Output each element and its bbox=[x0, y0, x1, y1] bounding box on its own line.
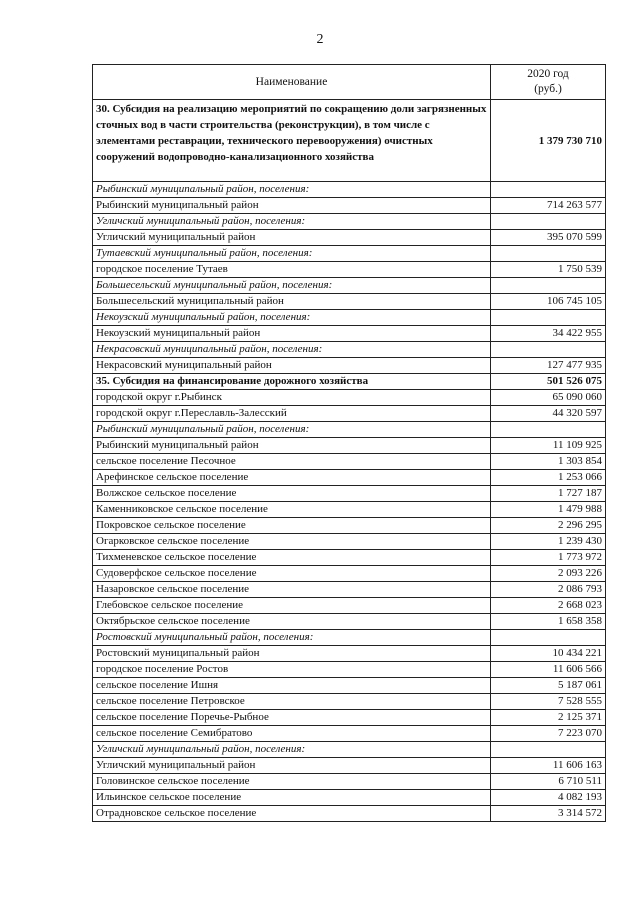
row-name: Глебовское сельское поселение bbox=[93, 598, 491, 614]
subsidy-table-body bbox=[93, 65, 606, 822]
row-name: сельское поселение Песочное bbox=[93, 454, 491, 470]
row-name: Каменниковское сельское поселение bbox=[93, 502, 491, 518]
row-name: Угличский муниципальный район bbox=[93, 758, 491, 774]
table-row bbox=[93, 694, 606, 710]
row-value: 1 253 066 bbox=[491, 470, 606, 486]
row-name: Ильинское сельское поселение bbox=[93, 790, 491, 806]
row-name: Рыбинский муниципальный район, поселения: bbox=[93, 422, 491, 438]
group-header-row bbox=[93, 742, 606, 758]
row-name: Головинское сельское поселение bbox=[93, 774, 491, 790]
table-row bbox=[93, 614, 606, 630]
row-value: 5 187 061 bbox=[491, 678, 606, 694]
row-name: городской округ г.Рыбинск bbox=[93, 390, 491, 406]
row-name: Рыбинский муниципальный район bbox=[93, 438, 491, 454]
table-row bbox=[93, 726, 606, 742]
table-row bbox=[93, 534, 606, 550]
row-name: Угличский муниципальный район, поселения: bbox=[93, 214, 491, 230]
row-value bbox=[491, 342, 606, 358]
row-value: 501 526 075 bbox=[491, 374, 606, 390]
row-name: сельское поселение Петровское bbox=[93, 694, 491, 710]
group-header-row bbox=[93, 342, 606, 358]
group-header-row bbox=[93, 246, 606, 262]
row-value bbox=[491, 214, 606, 230]
row-name: Огарковское сельское поселение bbox=[93, 534, 491, 550]
table-row bbox=[93, 390, 606, 406]
row-name: Отрадновское сельское поселение bbox=[93, 806, 491, 822]
row-name: Ростовский муниципальный район bbox=[93, 646, 491, 662]
section-row bbox=[93, 100, 606, 182]
row-name: Большесельский муниципальный район, поселения: bbox=[93, 278, 491, 294]
table-row bbox=[93, 406, 606, 422]
row-name: городское поселение Тутаев bbox=[93, 262, 491, 278]
row-name: городское поселение Ростов bbox=[93, 662, 491, 678]
row-value: 1 303 854 bbox=[491, 454, 606, 470]
row-value bbox=[491, 246, 606, 262]
row-name: 30. Субсидия на реализацию мероприятий по сокращению доли загрязненных сточных вод в части строительства (реконструкции), в том числе с элементами реставрации, технического перевооружения) очистных сооружений водопроводно-канализационного хозяйства bbox=[93, 100, 491, 182]
row-name: Покровское сельское поселение bbox=[93, 518, 491, 534]
row-name: Большесельский муниципальный район bbox=[93, 294, 491, 310]
row-name: Угличский муниципальный район bbox=[93, 230, 491, 246]
table-row bbox=[93, 262, 606, 278]
row-name: Некоузский муниципальный район bbox=[93, 326, 491, 342]
row-value: 3 314 572 bbox=[491, 806, 606, 822]
table-row bbox=[93, 662, 606, 678]
row-name: Октябрьское сельское поселение bbox=[93, 614, 491, 630]
row-value bbox=[491, 310, 606, 326]
row-value bbox=[491, 182, 606, 198]
header-name-cell: Наименование bbox=[93, 65, 491, 100]
header-value-cell bbox=[491, 65, 606, 100]
row-value: 1 773 972 bbox=[491, 550, 606, 566]
table-row bbox=[93, 502, 606, 518]
row-value: 395 070 599 bbox=[491, 230, 606, 246]
table-row bbox=[93, 294, 606, 310]
section-row bbox=[93, 374, 606, 390]
table-row bbox=[93, 230, 606, 246]
subsidy-table bbox=[92, 64, 606, 822]
row-name: Тутаевский муниципальный район, поселения: bbox=[93, 246, 491, 262]
row-value: 11 109 925 bbox=[491, 438, 606, 454]
row-value: 11 606 566 bbox=[491, 662, 606, 678]
row-value: 127 477 935 bbox=[491, 358, 606, 374]
row-name: Некоузский муниципальный район, поселения: bbox=[93, 310, 491, 326]
table-row bbox=[93, 598, 606, 614]
row-value bbox=[491, 742, 606, 758]
row-value: 2 668 023 bbox=[491, 598, 606, 614]
row-value: 2 086 793 bbox=[491, 582, 606, 598]
table-row bbox=[93, 550, 606, 566]
table-header-row bbox=[93, 65, 606, 100]
row-name: Арефинское сельское поселение bbox=[93, 470, 491, 486]
table-row bbox=[93, 518, 606, 534]
table-row bbox=[93, 326, 606, 342]
row-name: Рыбинский муниципальный район bbox=[93, 198, 491, 214]
row-value: 1 379 730 710 bbox=[491, 100, 606, 182]
group-header-row bbox=[93, 214, 606, 230]
row-value bbox=[491, 422, 606, 438]
row-value: 34 422 955 bbox=[491, 326, 606, 342]
row-name: Некрасовский муниципальный район bbox=[93, 358, 491, 374]
row-value: 1 658 358 bbox=[491, 614, 606, 630]
group-header-row bbox=[93, 182, 606, 198]
row-name: Угличский муниципальный район, поселения: bbox=[93, 742, 491, 758]
row-value: 106 745 105 bbox=[491, 294, 606, 310]
table-row bbox=[93, 710, 606, 726]
table-row bbox=[93, 470, 606, 486]
row-name: городской округ г.Переславль-Залесский bbox=[93, 406, 491, 422]
table-row bbox=[93, 774, 606, 790]
row-name: сельское поселение Поречье-Рыбное bbox=[93, 710, 491, 726]
row-name: 35. Субсидия на финансирование дорожного хозяйства bbox=[93, 374, 491, 390]
row-name: сельское поселение Ишня bbox=[93, 678, 491, 694]
table-row bbox=[93, 566, 606, 582]
row-name: Судоверфское сельское поселение bbox=[93, 566, 491, 582]
table-row bbox=[93, 678, 606, 694]
table-row bbox=[93, 486, 606, 502]
table-row bbox=[93, 198, 606, 214]
row-value bbox=[491, 630, 606, 646]
row-value: 7 528 555 bbox=[491, 694, 606, 710]
group-header-row bbox=[93, 278, 606, 294]
row-name: Назаровское сельское поселение bbox=[93, 582, 491, 598]
row-value: 10 434 221 bbox=[491, 646, 606, 662]
group-header-row bbox=[93, 422, 606, 438]
row-name: Некрасовский муниципальный район, поселения: bbox=[93, 342, 491, 358]
table-row bbox=[93, 582, 606, 598]
row-value: 1 479 988 bbox=[491, 502, 606, 518]
row-value: 4 082 193 bbox=[491, 790, 606, 806]
row-name: Рыбинский муниципальный район, поселения: bbox=[93, 182, 491, 198]
group-header-row bbox=[93, 630, 606, 646]
row-name: Тихменевское сельское поселение bbox=[93, 550, 491, 566]
row-name: сельское поселение Семибратово bbox=[93, 726, 491, 742]
row-value: 1 727 187 bbox=[491, 486, 606, 502]
row-value: 1 750 539 bbox=[491, 262, 606, 278]
row-name: Волжское сельское поселение bbox=[93, 486, 491, 502]
row-value: 714 263 577 bbox=[491, 198, 606, 214]
table-row bbox=[93, 454, 606, 470]
table-row bbox=[93, 358, 606, 374]
row-value: 44 320 597 bbox=[491, 406, 606, 422]
table-row bbox=[93, 646, 606, 662]
row-value: 2 125 371 bbox=[491, 710, 606, 726]
table-row bbox=[93, 790, 606, 806]
page-number: 2 bbox=[316, 32, 324, 47]
row-value: 1 239 430 bbox=[491, 534, 606, 550]
row-value: 2 296 295 bbox=[491, 518, 606, 534]
table-row bbox=[93, 806, 606, 822]
group-header-row bbox=[93, 310, 606, 326]
table-row bbox=[93, 438, 606, 454]
header-unit: (руб.) bbox=[534, 83, 562, 95]
header-year: 2020 год bbox=[527, 68, 569, 80]
row-value bbox=[491, 278, 606, 294]
row-value: 7 223 070 bbox=[491, 726, 606, 742]
row-value: 6 710 511 bbox=[491, 774, 606, 790]
row-value: 2 093 226 bbox=[491, 566, 606, 582]
row-value: 65 090 060 bbox=[491, 390, 606, 406]
row-value: 11 606 163 bbox=[491, 758, 606, 774]
table-row bbox=[93, 758, 606, 774]
row-name: Ростовский муниципальный район, поселения: bbox=[93, 630, 491, 646]
